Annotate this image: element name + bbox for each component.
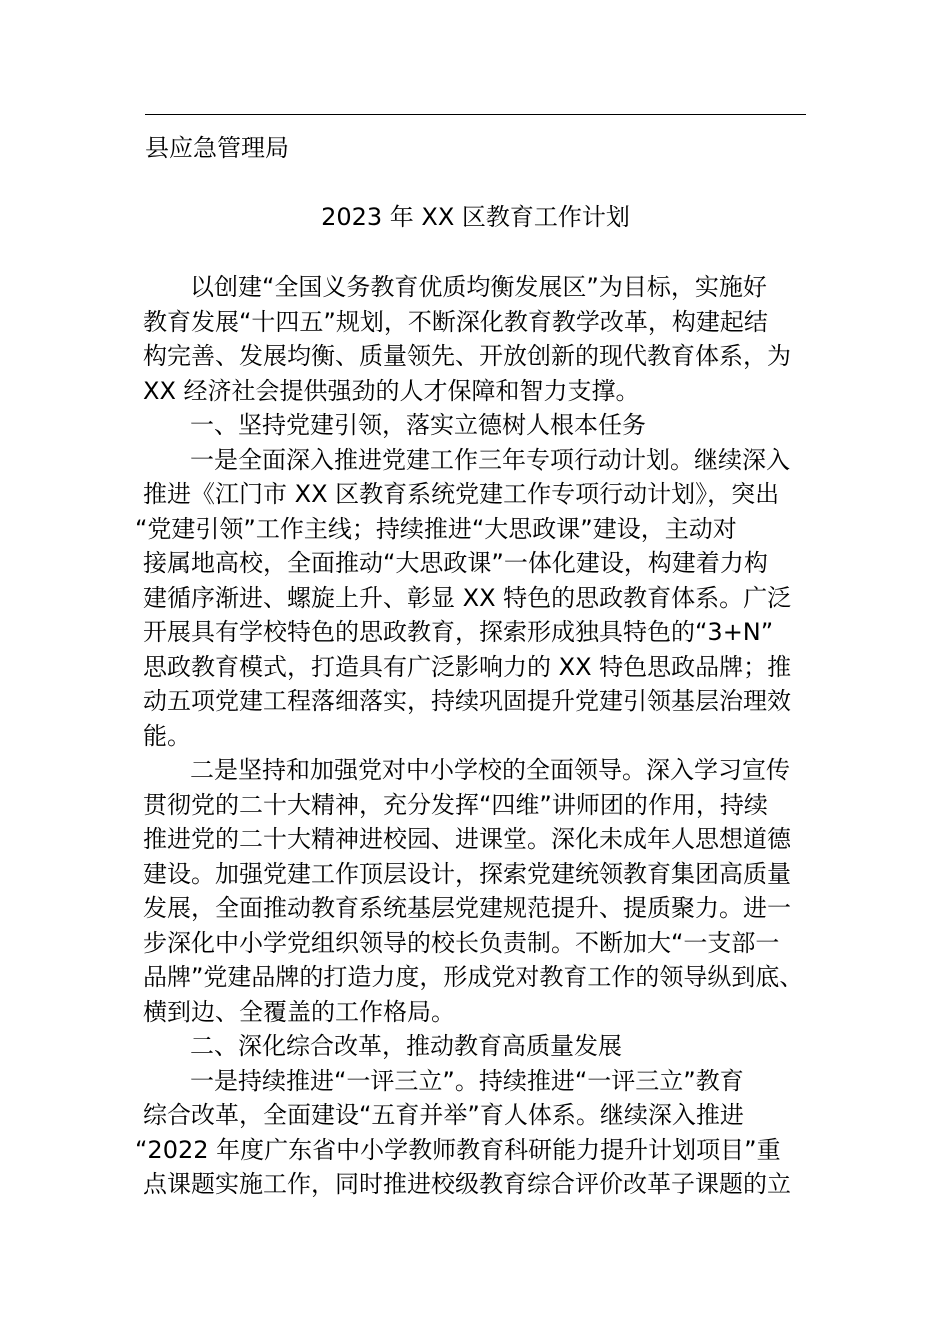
header-org-name: 县应急管理局 xyxy=(145,134,289,162)
paragraph-line: 点课题实施工作，同时推进校级教育综合评价改革子课题的立 xyxy=(143,1170,791,1198)
paragraph-line: 接属地高校，全面推动“大思政课”一体化建设，构建着力构 xyxy=(143,549,768,577)
paragraph-line: 步深化中小学党组织领导的校长负责制。不断加大“一支部一 xyxy=(143,928,780,957)
paragraph-line: 构完善、发展均衡、质量领先、开放创新的现代教育体系，为 xyxy=(143,342,791,370)
paragraph-line: 推进党的二十大精神进校园、进课堂。深化未成年人思想道德 xyxy=(143,825,791,853)
paragraph-line: 以创建“全国义务教育优质均衡发展区”为目标，实施好 xyxy=(190,273,767,301)
paragraph-line: 一是全面深入推进党建工作三年专项行动计划。继续深入 xyxy=(190,445,790,474)
paragraph-line: “党建引领”工作主线；持续推进“大思政课”建设，主动对 xyxy=(135,514,737,543)
paragraph-line: 一是持续推进“一评三立”。持续推进“一评三立”教育 xyxy=(190,1066,744,1095)
paragraph-line: 动五项党建工程落细落实，持续巩固提升党建引领基层治理效 xyxy=(143,687,791,715)
document-body xyxy=(135,270,813,1202)
paragraph-line: 综合改革，全面建设“五育并举”育人体系。继续深入推进 xyxy=(143,1101,744,1129)
document-title: 2023 年 XX 区教育工作计划 xyxy=(321,203,630,231)
paragraph-line: “2022 年度广东省中小学教师教育科研能力提升计划项目”重 xyxy=(135,1135,781,1164)
paragraph-line: 推进《江门市 XX 区教育系统党建工作专项行动计划》，突出 xyxy=(143,480,780,508)
header-rule xyxy=(145,114,806,115)
section-heading: 一、坚持党建引领，落实立德树人根本任务 xyxy=(190,411,646,439)
paragraph-line: 思政教育模式，打造具有广泛影响力的 XX 特色思政品牌；推 xyxy=(143,652,792,681)
paragraph-line: 教育发展“十四五”规划，不断深化教育教学改革，构建起结 xyxy=(143,307,768,336)
paragraph-line: 能。 xyxy=(143,721,191,750)
paragraph-line: 横到边、全覆盖的工作格局。 xyxy=(143,997,455,1026)
paragraph-line: 贯彻党的二十大精神，充分发挥“四维”讲师团的作用，持续 xyxy=(143,790,768,819)
paragraph-line: XX 经济社会提供强劲的人才保障和智力支撑。 xyxy=(143,376,640,405)
paragraph-line: 建循序渐进、螺旋上升、彰显 XX 特色的思政教育体系。广泛 xyxy=(143,583,792,612)
paragraph-line: 品牌”党建品牌的打造力度，形成党对教育工作的领导纵到底、 xyxy=(143,963,804,991)
paragraph-line: 开展具有学校特色的思政教育，探索形成独具特色的“3+N” xyxy=(143,618,774,646)
paragraph-line: 二是坚持和加强党对中小学校的全面领导。深入学习宣传 xyxy=(190,756,790,784)
section-heading: 二、深化综合改革，推动教育高质量发展 xyxy=(190,1032,622,1060)
paragraph-line: 建设。加强党建工作顶层设计，探索党建统领教育集团高质量 xyxy=(143,859,791,888)
paragraph-line: 发展，全面推动教育系统基层党建规范提升、提质聚力。进一 xyxy=(143,894,791,922)
